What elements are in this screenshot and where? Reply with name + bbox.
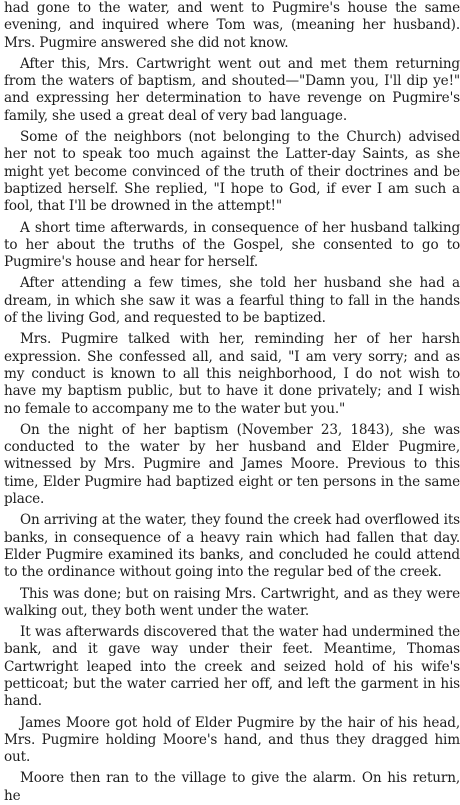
paragraph-10: It was afterwards discovered that the water had undermined the bank, and it gave way under their feet. Meantime, Thomas Cartwright leaped into the creek and seized hold of his wife's petticoat; but the water carried her off, and left the garment in his hand. [4,624,460,710]
paragraph-11: James Moore got hold of Elder Pugmire by the hair of his head, Mrs. Pugmire holding Moore's hand, and thus they dragged him out. [4,714,460,766]
paragraph-7: On the night of her baptism (November 23, 1843), she was conducted to the water by her husband and Elder Pugmire, witnessed by Mrs. Pugmire and James Moore. Previous to this time, Elder Pugmire had baptized eight or ten persons in the same place. [4,421,460,508]
paragraph-4: A short time afterwards, in consequence of her husband talking to her about the truths of the Gospel, she consented to go to Pugmire's house and hear for herself. [4,219,460,271]
paragraph-6: Mrs. Pugmire talked with her, reminding her of her harsh expression. She confessed all, and said, "I am very sorry; and as my conduct is known to all this neighborhood, I do not wish to have my baptism public, but to have it done privately; and I wish no female to accompany me to the water but you." [4,331,460,417]
paragraph-3: Some of the neighbors (not belonging to the Church) advised her not to speak too much against the Latter-day Saints, as she might yet become convinced of the truth of their doctrines and be baptized herself. She replied, "I hope to God, if ever I am such a fool, that I'll be drowned in the attempt!" [4,129,460,215]
paragraph-9: This was done; but on raising Mrs. Cartwright, and as they were walking out, they both went under the water. [4,585,460,619]
paragraph-5: After attending a few times, she told her husband she had a dream, in which she saw it was a fearful thing to fall in the hands of the living God, and requested to be baptized. [4,275,460,327]
paragraph-8: On arriving at the water, they found the creek had overflowed its banks, in consequence of a heavy rain which had fallen that day. Elder Pugmire examined its banks, and concluded he could attend to the ordinance without going into the regular bed of the creek. [4,512,460,581]
paragraph-1: had gone to the water, and went to Pugmire's house the same evening, and inquired where Tom was, (meaning her husband). Mrs. Pugmire answered she did not know. [4,0,460,51]
paragraph-12: Moore then ran to the village to give the alarm. On his return, he [4,770,460,804]
paragraph-2: After this, Mrs. Cartwright went out and met them returning from the waters of baptism, and shouted—"Damn you, I'll dip ye!" and expressing her determination to have revenge on Pugmire's family, she used a great deal of very bad language. [4,55,460,124]
